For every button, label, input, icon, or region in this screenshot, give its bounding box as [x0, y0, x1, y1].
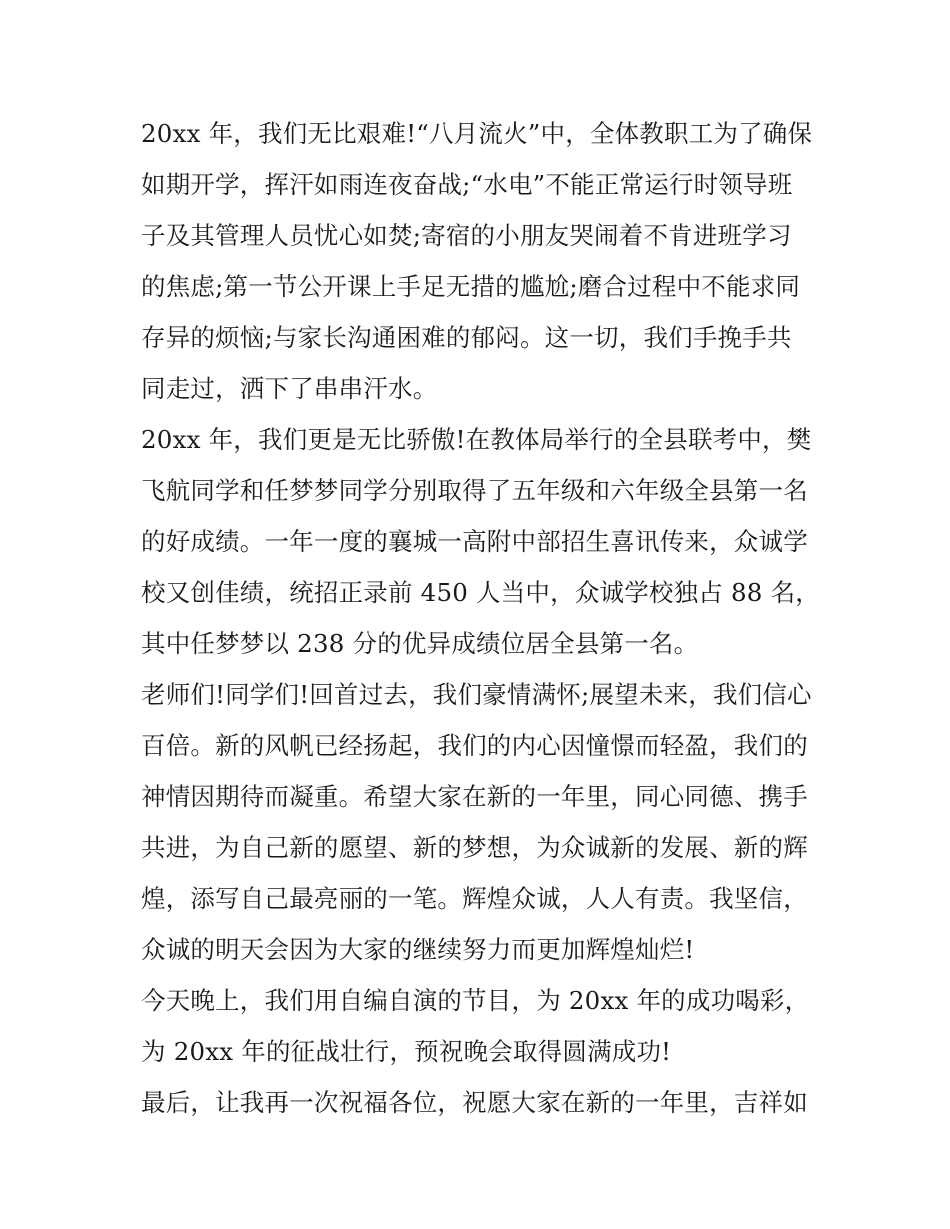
text-line: 的好成绩。一年一度的襄城一高附中部招生喜讯传来，众诚学: [141, 527, 808, 556]
text-line: 老师们!同学们!回首过去，我们豪情满怀;展望未来，我们信心: [141, 680, 812, 709]
text-line: 其中任梦梦以 238 分的优异成绩位居全县第一名。: [141, 629, 699, 658]
text-line: 飞航同学和任梦梦同学分别取得了五年级和六年级全县第一名: [141, 476, 808, 505]
text-line: 如期开学，挥汗如雨连夜奋战;“水电”不能正常运行时领导班: [141, 170, 793, 199]
text-line: 的焦虑;第一节公开课上手足无措的尴尬;磨合过程中不能求同: [141, 272, 801, 301]
text-line: 子及其管理人员忧心如焚;寄宿的小朋友哭闹着不肯进班学习: [141, 221, 792, 250]
text-line: 神情因期待而凝重。希望大家在新的一年里，同心同德、携手: [141, 782, 808, 811]
text-line: 共进，为自己新的愿望、新的梦想，为众诚新的发展、新的辉: [141, 833, 808, 862]
text-line: 校又创佳绩，统招正录前 450 人当中，众诚学校独占 88 名，: [141, 578, 820, 607]
text-line: 煌，添写自己最亮丽的一笔。辉煌众诚，人人有责。我坚信，: [141, 884, 808, 913]
text-line: 今天晚上，我们用自编自演的节目，为 20xx 年的成功喝彩，: [141, 986, 810, 1015]
document-body: [141, 108, 821, 1128]
text-line: 百倍。新的风帆已经扬起，我们的内心因憧憬而轻盈，我们的: [141, 731, 808, 760]
text-line: 存异的烦恼;与家长沟通困难的郁闷。这一切，我们手挽手共: [141, 323, 792, 352]
text-line: 同走过，洒下了串串汗水。: [141, 374, 438, 403]
text-line: 众诚的明天会因为大家的继续努力而更加辉煌灿烂!: [141, 935, 695, 964]
text-line: 为 20xx 年的征战壮行，预祝晚会取得圆满成功!: [141, 1037, 672, 1066]
text-line: 最后，让我再一次祝福各位，祝愿大家在新的一年里，吉祥如: [141, 1088, 808, 1117]
text-line: 20xx 年，我们更是无比骄傲!在教体局举行的全县联考中，樊: [141, 425, 812, 454]
text-line: 20xx 年，我们无比艰难!“八月流火”中，全体教职工为了确保: [141, 119, 813, 148]
